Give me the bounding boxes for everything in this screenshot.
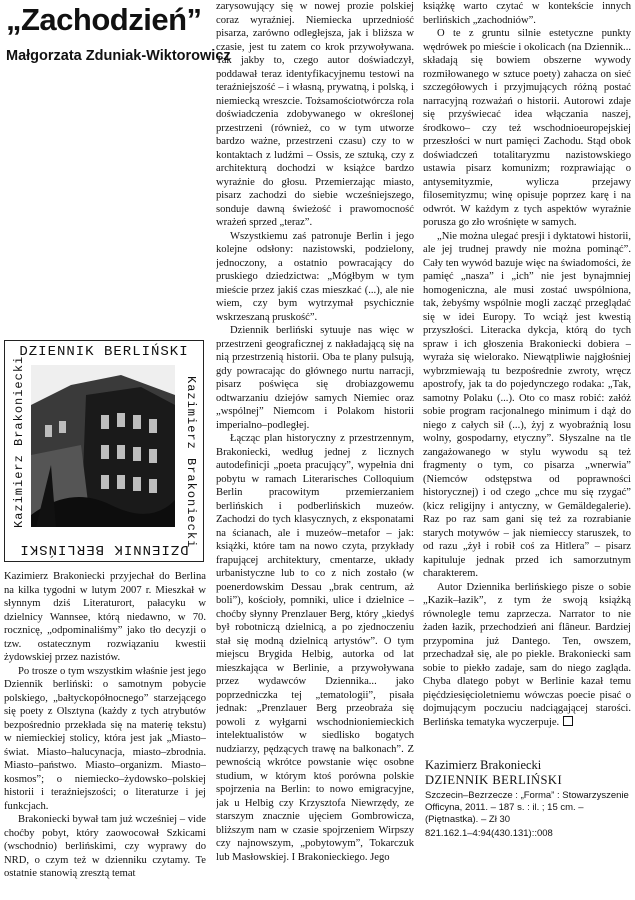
- text-column-2: [216, 0, 414, 900]
- paragraph-final: [423, 581, 631, 730]
- cover-author-right: Kazimierz Brakoniecki: [184, 376, 198, 549]
- bib-title: DZIENNIK BERLIŃSKI: [425, 773, 563, 787]
- text-column-1: [4, 570, 206, 900]
- paragraph: O te z gruntu silnie estetyczne punkty wędrówek po mieście i okolicach (na Dziennik... składają się bowiem obszerne wywody rozmiłowanego w sztuce poety) zahacza on sieć szczegółowych i przyjmujących różną postać narracyjną rozważań o historii. Autorowi zdaje się przyświecać idea włączania naszej, środkowo– czy też wschodnioeuropejskiej przeszłości w nurt pamięci Zachodu. Stąd obok doświadczeń totalitaryzmu nazistowskiego ustawia pisarz komunizm; rozprawiając o antysemityzmie, wylicza przejawy filosemityzmu; winę opisuje poprzez karę i na odwrót. W każdym z tych aspektów wyraźnie porusza go zło wrośnięte w samych.: [423, 28, 631, 228]
- cover-title-bottom: DZIENNIK BERLIŃSKI: [19, 541, 189, 557]
- text-column-3: [423, 0, 631, 740]
- paragraph: książkę warto czytać w kontekście innych berlińskich „zachodniów”.: [423, 1, 631, 26]
- bib-classification: 821.162.1–4:94(430.131)::008: [425, 828, 553, 839]
- cover-author-left: Kazimierz Brakoniecki: [12, 355, 26, 528]
- paragraph: Wszystkiemu zaś patronuje Berlin i jego kolejne odsłony: nazistowski, podzielony, jednoczony, a ostatnio powracający do pruskiego dziedzictwa: „Mógłbym w tym mieście przez jakiś czas mieszkać (...), ale nie wiem, czy bym wytrzymał psychicznie wskrzeszaną pruskość”.: [216, 230, 414, 323]
- article-title: „Zachodzień”: [6, 2, 202, 37]
- cover-photo-building: [31, 365, 175, 527]
- paragraph: Brakoniecki bywał tam już wcześniej – vide choćby pobyt, który zaowocował Szkicami (wschodnio) berlińskimi, czy wyprawy do NRD, o czym też w dzienniku czytamy. Te ostatnie stanowią zresztą temat: [4, 814, 206, 879]
- cover-title-top: DZIENNIK BERLIŃSKI: [19, 344, 189, 360]
- paragraph-final-text: Autor Dziennika berlińskiego pisze o sobie „Kazik–łazik”, z tym że swoją książką równolegle temu zaprzecza. Narrator to nie żaden łazik, przechodzień ani flâneur. Bardziej przypomina już Dantego. Ten, owszem, przechadzał się, ale po piekle. Brakoniecki sam sobie to piekło zadaje, sam do niego zagląda. Chyba dlatego pobyt w Berlinie kazał temu pięćdziesięcioletniemu wówczas poecie pisać o dojmującym poczuciu nadciągającej starości. Berlińska tematyka wyczerpuje.: [423, 581, 631, 728]
- end-of-article-mark: [563, 716, 573, 726]
- paragraph: Po trosze o tym wszystkim właśnie jest jego Dziennik berliński: o samotnym pobycie polskiego, „bałtyckopółnocnego” starzejącego się poety z Olsztyna (każdy z tych atrybutów bezpośrednio przekłada się na materię tekstu) w niemieckiej stolicy, która jest jak „Miasto–świat. Miasto–halucynacja, miasto–zbrodnia. Miasto–państwo. Miasto–organizm. Miasto–kosmos”; o niemiecko–żydowsko–polskiej historii i teraźniejszości; o literaturze i jej funkcjach.: [4, 665, 206, 812]
- article-author: Małgorzata Zduniak-Wiktorowicz: [6, 48, 231, 64]
- bib-details: Szczecin–Bezrzecze : „Forma” : Stowarzyszenie Officyna, 2011. – 187 s. : il. ; 15 cm. – (Piętnastka). – Zł 30: [425, 790, 629, 825]
- book-cover-image: [4, 340, 204, 562]
- paragraph: Dziennik berliński sytuuje nas więc w przestrzeni geograficznej z nakładającą się na nią przestrzenią historii. Oba te plany pulsują, gdy powracając do głównego nurtu narracji, pisarz poświęca się drobiazgowemu odtwarzaniu dziejów samych Niemiec oraz „wspólnej” Niemcom i Polakom historii imperialno–podległej.: [216, 325, 414, 431]
- bibliographic-note: [425, 758, 631, 840]
- paragraph: Kazimierz Brakoniecki przyjechał do Berlina na kilka tygodni w lutym 2007 r. Mieszkał w słynnym dziś Literaturort, pałacyku w dzielnicy Wannsee, którą niedawno, w 70. rocznicę, „odpominaliśmy” jako tło decyzji o tzw. ostatecznym rozwiązaniu kwestii żydowskiej przez nazistów.: [4, 571, 206, 663]
- paragraph: zarysowujący się w nowej prozie polskiej coraz wyraźniej. Niemiecka uprzedniość pisarza, zarówno odległejsza, jak i bliższa w czasie, jest tu zatem co krok przywoływana. Tak jakby to, czego autor doświadczył, poddawał teraz identyfikacyjnemu testowi na teraźniejszość – i własną, prywatną, i polską, i niemiecką wreszcie. Tożsamościotwórcza rola doświadczenia zdobywanego w określonej przestrzeni (również, co w tym utworze bardzo ważne, przestrzeni czasu) czy to w kontaktach z ludźmi – Ossis, ze sztuką, czy z architekturą dochodzi w książce bardzo wyraźnie do głosu. Przemierzając miasto, pisarz zachodzi do siebie wcześniejszego, sonduje dawną świeżość i prawomocność wrażeń sprzed „teraz”.: [216, 1, 414, 228]
- bib-author: Kazimierz Brakoniecki: [425, 758, 542, 772]
- paragraph: „Nie można ulegać presji i dyktatowi historii, ale jej trudnej prawdy nie można pominąć”. Cały ten wywód bazuje więc na świadomości, że pamięć „nasza” i „ich” nie jest bynajmniej homogeniczna, ale musi zostać uwspólniona, tak, żebyśmy wspólnie mogli zacząć przeglądać się w idei Europy. To wciąż jest kwestią przyszłości. Literacka dykcja, którą do tych spraw i ich głoszenia Brakoniecki dobiera – wyraża się wielorako. Niewątpliwie najgłośniej wybrzmiewają tu bezpośrednie zwroty, wręcz apostrofy, jak ta do pojedynczego rodaka: „Tak, samotny Polaku (...). Oto co masz robić: załóż sobie program racjonalnego minimum i dąż do niego z całych sił (...), żyj z wyobraźnią losu wolny, gospodarny, etyczny”. Słyszalne na tle zangażowanego w stylu wywodu są też fragmenty o tym, co pisarza „wnerwia” (Niemców odstępstwa od poprawności historycznej) i od czego „chce mu się rzygać” (kicz religijny i antyczny, w Gemäldegalerie). Raz po raz sam gani się też za rozrabianie starych motywów – jak niemieccy staruszek, to od razu „żył i robił coś za Hitlera” – pisarz kapituluje jednak przed ich samorzutnym charakterem.: [423, 230, 631, 579]
- paragraph: Łącząc plan historyczny z przestrzennym, Brakoniecki, według jednej z licznych autodefinicji „poeta pracujący”, wypełnia dni pobytu w ramach Literarisches Colloquium Berlin pracowitym przemierzaniem berlińskich i podberlińskich muzeów. Zachodzi do tych klasycznych, z eksponatami na ścianach, ale i muzeów–metafor – jak: książki, które tam na nowo czyta, przykłady frapującej architektury, cmentarze, układy urbanistyczne lub to co z nich zostało (w poenerdowskim Dessau „brak centrum, aż boli”), kościoły, pomniki, ulice i dzielnice – choćby słynny Prenzlauer Berg, który „kiedyś był robotniczą dzielnicą, a po zjednoczeniu stał się modną dzielnicą artystów”. O tym miejscu Brygida Helbig, autorka od lat mieszkająca w Berlinie, a przywoływana przez wydawców Dziennika... jako poprzedniczka tej „tematologii”, pisała jednak: „Prenzlauer Berg przeobraża się powoli z wyłgarni wschodnioniemieckich intelektualistów w siedlisko bogatych nudziarzy, pędzących trawę na balkonach”. Z pewnością wkrótce powstanie więc osobne studium, w którym ktoś porówna polskie spojrzenia na Berlin: to nowo emigracyjne, jak u Helbig czy Krzysztofa Niewrzędy, ze starszym znacznie ujęciem Gombrowicza, bliższym nam w czasie spojrzeniem Wirpszy czy najnowszym, „pobytowym”, Tokarczuk lub Masłowskiej. I Brakonieckiego. Jego: [216, 433, 414, 863]
